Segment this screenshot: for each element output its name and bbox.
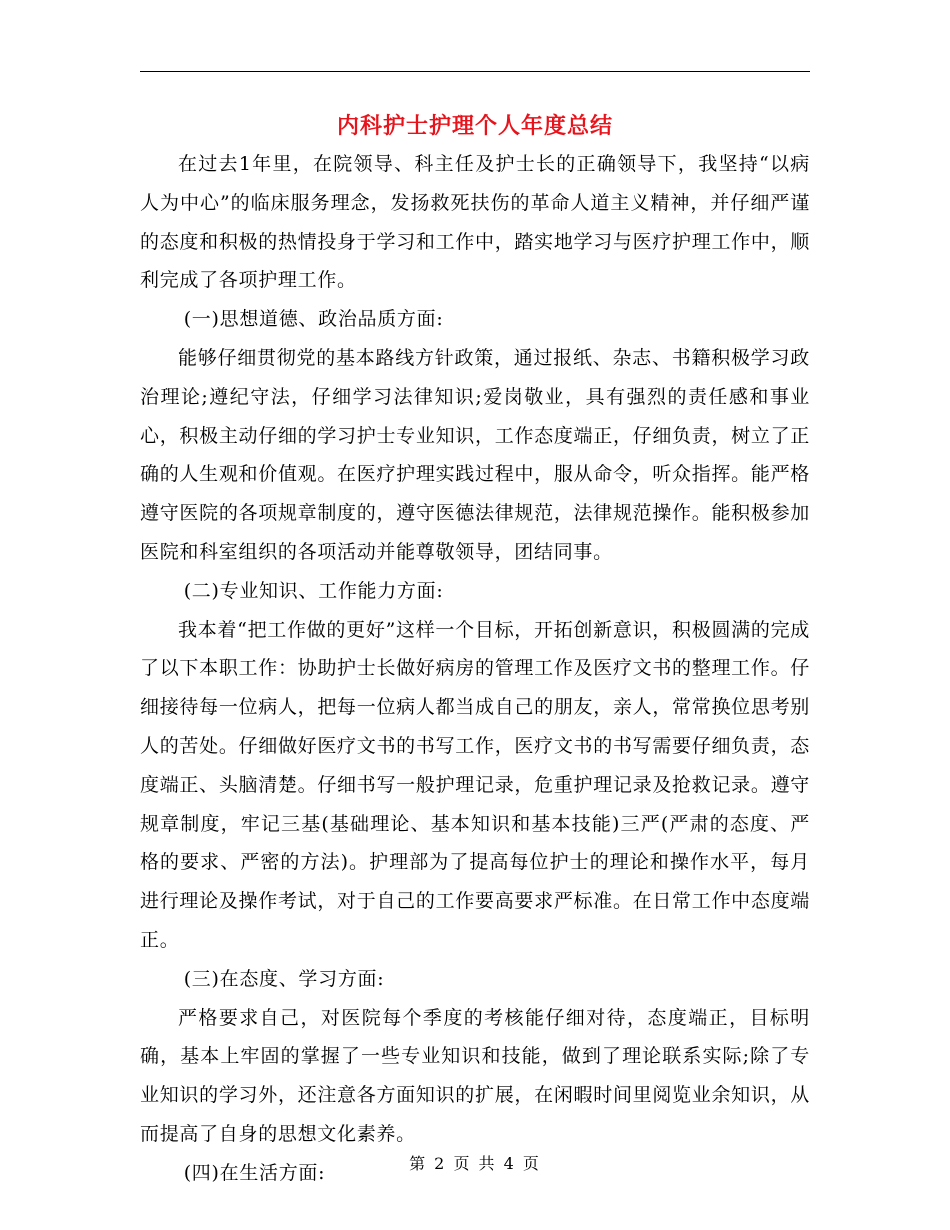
document-title: 内科护士护理个人年度总结 — [336, 113, 613, 139]
section-heading-3: (三)在态度、学习方面: — [183, 967, 385, 990]
section-heading-1: (一)思想道德、政治品质方面: — [183, 308, 444, 331]
section-1-paragraph: 能够仔细贯彻党的基本路线方针政策，通过报纸、杂志、书籍积极学习政治理论;遵纪守法，仔细学习法律知识;爱岗敬业，具有强烈的责任感和事业心，积极主动仔细的学习护士专业知识，工作态度端正，仔细负责，树立了正确的人生观和价值观。在医疗护理实践过程中，服从命令，听众指挥。能严格遵守医院的各项规章制度的，遵守医德法律规范，法律规范操作。能积极参加医院和科室组织的各项活动并能尊敬领导，团结同事。 — [140, 346, 810, 563]
page-number: 第 2 页 共 4 页 — [409, 1154, 541, 1173]
document-body — [140, 145, 810, 1193]
section-heading-2: (二)专业知识、工作能力方面: — [183, 579, 444, 602]
section-heading-4: (四)在生活方面: — [183, 1161, 326, 1184]
header-rule — [140, 71, 810, 72]
intro-paragraph: 在过去1年里，在院领导、科主任及护士长的正确领导下，我坚持“以病人为中心”的临床服务理念，发扬救死扶伤的革命人道主义精神，并仔细严谨的态度和积极的热情投身于学习和工作中，踏实地学习与医疗护理工作中，顺利完成了各项护理工作。 — [140, 153, 810, 292]
section-3-paragraph: 严格要求自己，对医院每个季度的考核能仔细对待，态度端正，目标明确，基本上牢固的掌握了一些专业知识和技能，做到了理论联系实际;除了专业知识的学习外，还注意各方面知识的扩展，在闲暇时间里阅览业余知识，从而提高了自身的思想文化素养。 — [140, 1006, 810, 1145]
section-2-paragraph: 我本着“把工作做的更好”这样一个目标，开拓创新意识，积极圆满的完成了以下本职工作：协助护士长做好病房的管理工作及医疗文书的整理工作。仔细接待每一位病人，把每一位病人都当成自己的朋友，亲人，常常换位思考别人的苦处。仔细做好医疗文书的书写工作，医疗文书的书写需要仔细负责，态度端正、头脑清楚。仔细书写一般护理记录，危重护理记录及抢救记录。遵守规章制度，牢记三基(基础理论、基本知识和基本技能)三严(严肃的态度、严格的要求、严密的方法)。护理部为了提高每位护士的理论和操作水平，每月进行理论及操作考试，对于自己的工作要高要求严标准。在日常工作中态度端正。 — [140, 618, 810, 951]
